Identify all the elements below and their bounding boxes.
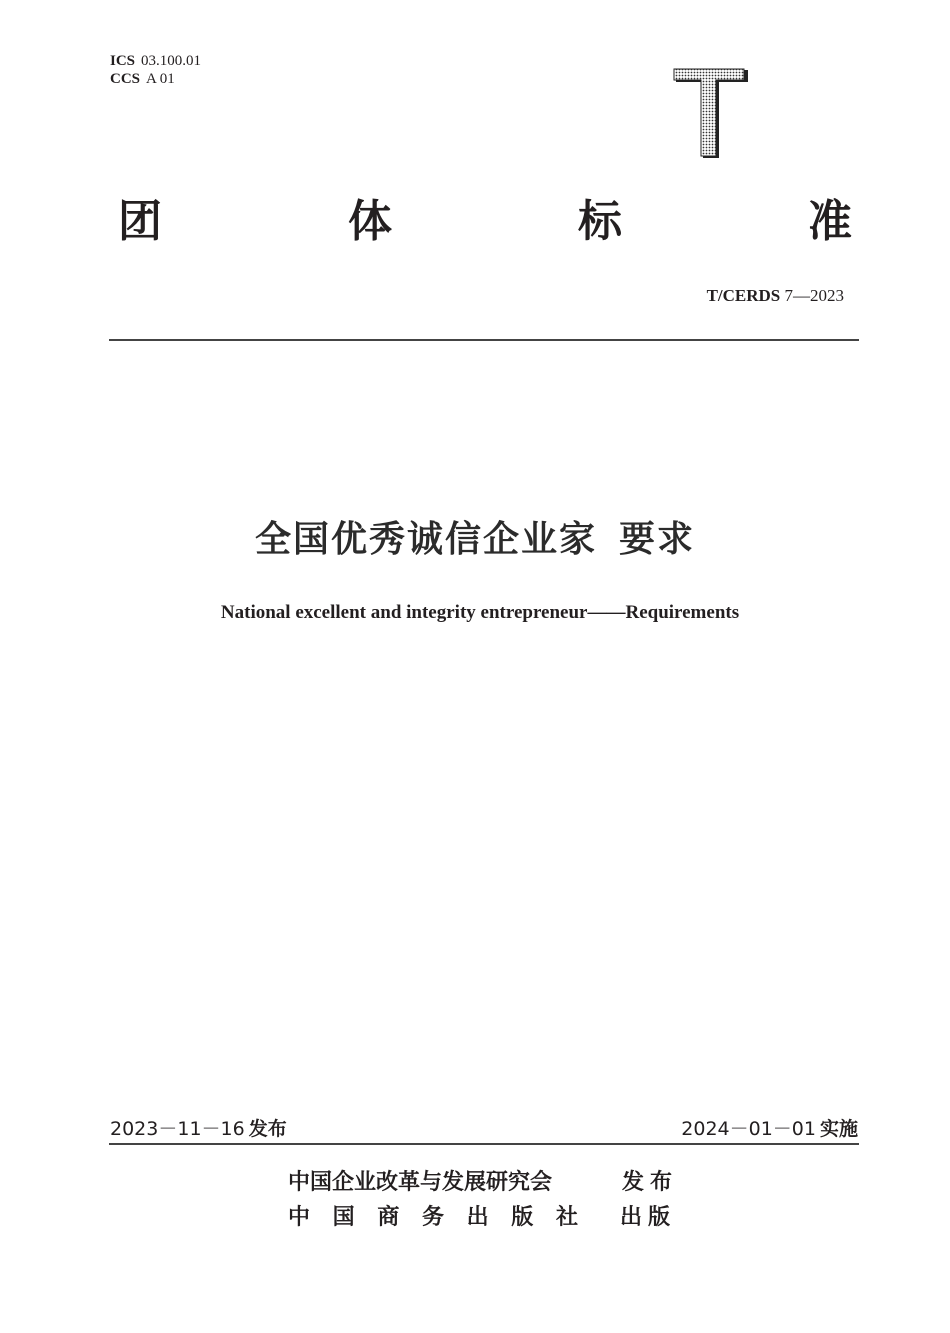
implement-date-word: 实施 bbox=[819, 1118, 858, 1140]
publisher-name bbox=[288, 1203, 578, 1233]
title-chinese bbox=[0, 514, 950, 566]
publisher-char: 出 bbox=[466, 1205, 489, 1230]
publish-date bbox=[110, 1116, 287, 1142]
issuer-row bbox=[288, 1168, 678, 1198]
implement-date bbox=[681, 1116, 858, 1142]
implement-date-value: 2024－01－01 bbox=[681, 1118, 816, 1140]
issuer-name: 中国企业改革与发展研究会 bbox=[288, 1170, 553, 1195]
standard-type-char: 团 bbox=[118, 196, 162, 247]
publisher-row bbox=[288, 1203, 676, 1233]
standard-number bbox=[707, 286, 844, 306]
publisher-char: 务 bbox=[421, 1205, 444, 1230]
ics-label: ICS bbox=[110, 53, 136, 69]
ics-value: 03.100.01 bbox=[141, 53, 202, 69]
publisher-char: 中 bbox=[288, 1205, 311, 1230]
publish-date-word: 发布 bbox=[248, 1118, 287, 1140]
standard-type-char: 标 bbox=[578, 196, 622, 247]
ccs-value: A 01 bbox=[146, 71, 175, 87]
standard-t-logo bbox=[672, 68, 750, 160]
bottom-divider bbox=[109, 1143, 859, 1145]
ccs-label: CCS bbox=[110, 71, 141, 87]
top-divider bbox=[109, 339, 859, 341]
publisher-role: 出版 bbox=[620, 1205, 677, 1230]
standard-number-value: 7—2023 bbox=[784, 286, 844, 305]
ics-row bbox=[110, 52, 207, 70]
publisher-char: 版 bbox=[511, 1205, 534, 1230]
standard-type-char: 准 bbox=[808, 196, 852, 247]
publish-date-value: 2023－11－16 bbox=[110, 1118, 245, 1140]
ccs-row bbox=[110, 70, 207, 88]
publisher-char: 社 bbox=[555, 1205, 578, 1230]
publisher-char: 商 bbox=[377, 1205, 400, 1230]
issuer-role: 发布 bbox=[622, 1170, 679, 1195]
standard-type-char: 体 bbox=[348, 196, 392, 247]
standard-number-prefix: T/CERDS bbox=[706, 286, 781, 305]
title-english: National excellent and integrity entrepreneur——Requirements bbox=[220, 602, 740, 623]
title-zh-sub: 要求 bbox=[619, 519, 696, 560]
title-zh-main: 全国优秀诚信企业家 bbox=[254, 519, 597, 560]
classification-block bbox=[110, 52, 207, 88]
standard-type-heading bbox=[118, 194, 852, 250]
publisher-char: 国 bbox=[332, 1205, 355, 1230]
